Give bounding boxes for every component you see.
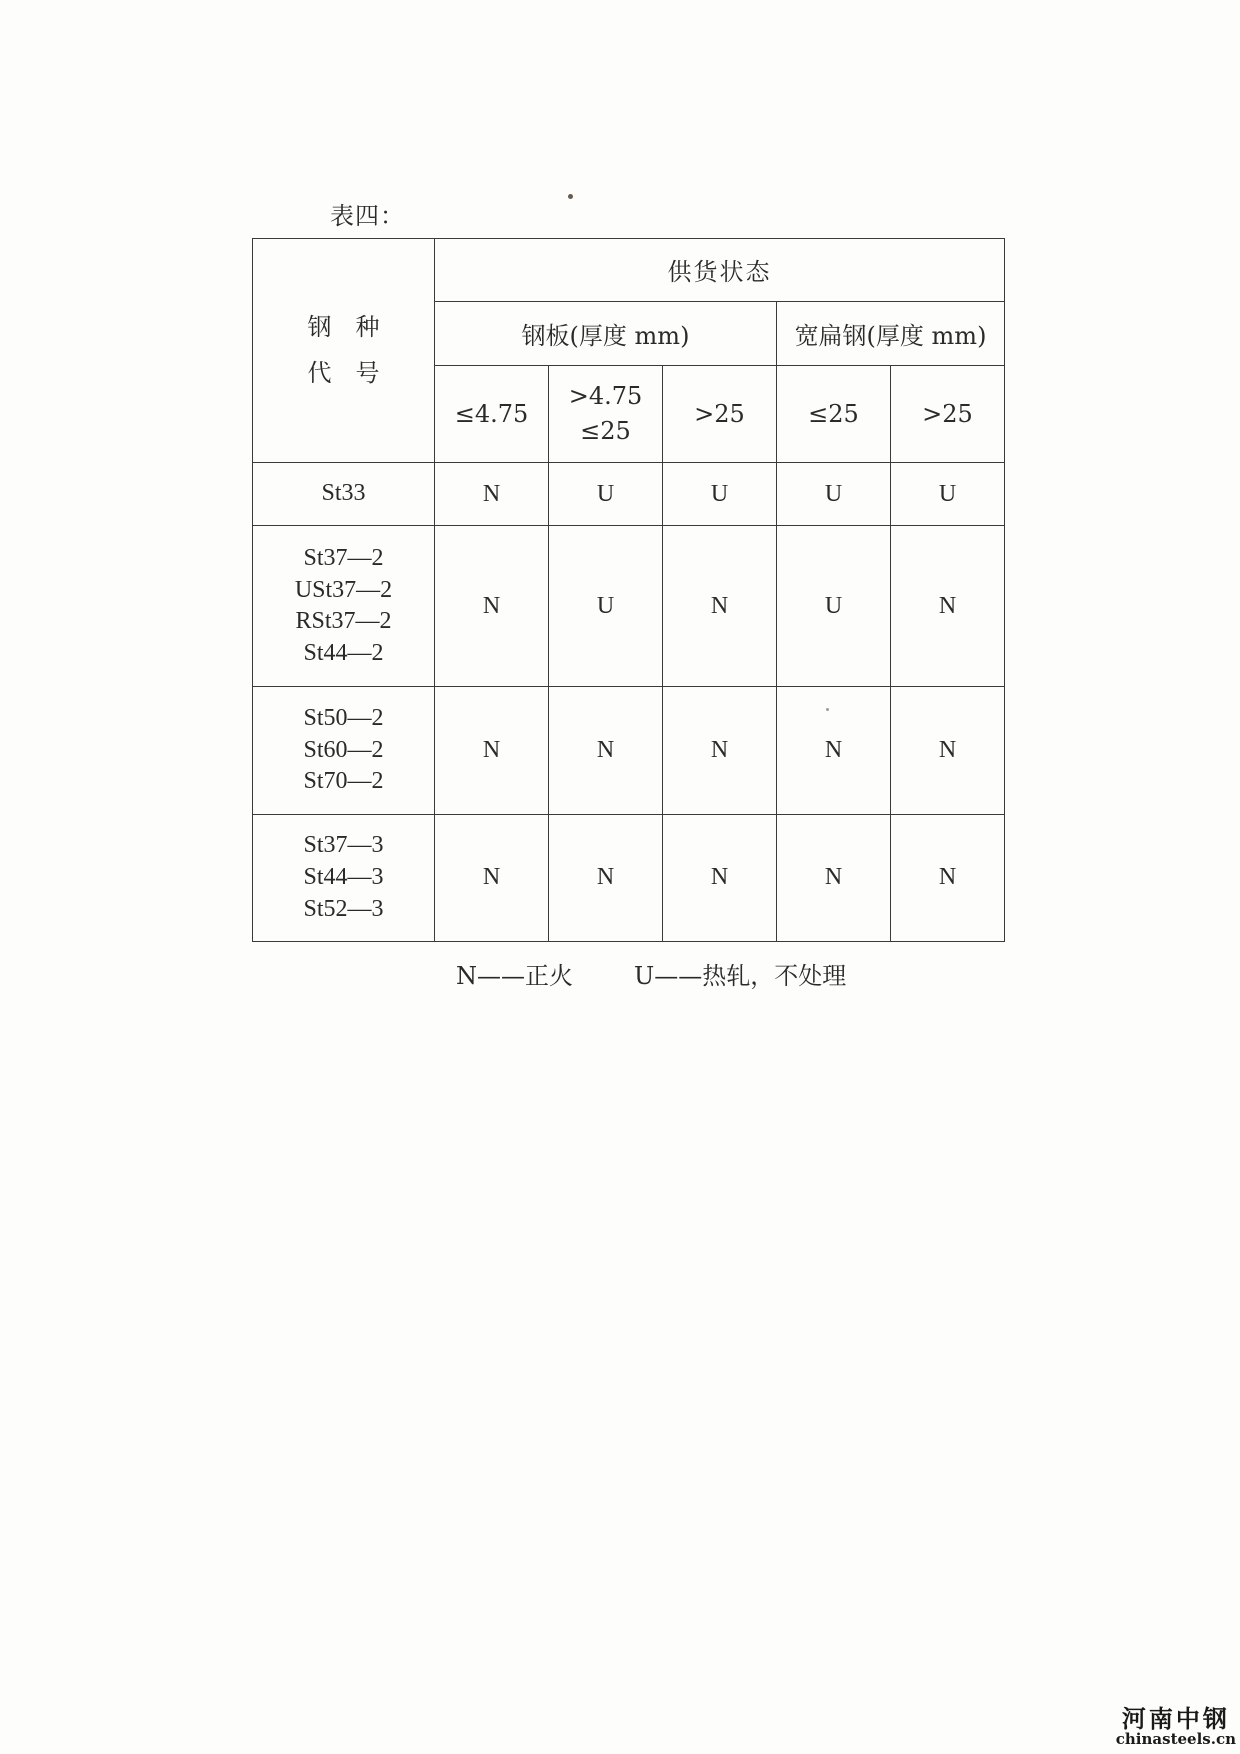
supply-condition-table [252,238,1005,942]
plate-range-3: >25 [663,366,777,463]
grade-code: St37—3 [303,832,384,859]
grade-cell [253,687,435,814]
condition-cell: N [777,814,891,941]
flat-thickness-header: 宽扁钢(厚度 mm) [777,301,1005,366]
condition-cell: N [663,814,777,941]
condition-cell: N [891,687,1005,814]
grade-code: St37—2 [303,544,384,571]
plate-thickness-header: 钢板(厚度 mm) [435,301,777,366]
condition-cell: U [549,463,663,526]
legend-footnote [456,956,846,991]
supply-condition-header: 供货状态 [435,239,1005,302]
grade-code: St50—2 [303,705,384,732]
scan-speck [568,194,573,199]
grade-cell [253,525,435,687]
condition-cell: N [891,525,1005,687]
flat-range-1: ≤25 [777,366,891,463]
grade-code: USt37—2 [294,576,393,603]
grade-header-line1: 钢 种 [307,313,380,341]
condition-cell: N [663,687,777,814]
scan-speck [826,708,829,711]
grade-cell [253,463,435,526]
plate-range-2 [549,366,663,463]
grade-header-line2: 代 号 [307,358,380,387]
grade-code: St44—3 [303,864,384,891]
grade-code: St60—2 [303,736,384,763]
condition-cell: N [435,463,549,526]
condition-cell: N [549,814,663,941]
grade-code: St44—2 [303,639,384,666]
table-caption: 表四： [330,202,405,230]
legend-n: N——正火 [456,962,573,990]
condition-cell: U [891,463,1005,526]
watermark-brand: 河南中钢 [1121,1705,1230,1734]
condition-cell: U [663,463,777,526]
condition-cell: N [777,687,891,814]
grade-cell [253,814,435,941]
grade-code: St33 [321,480,366,507]
table-row [253,687,1005,814]
flat-range-2: >25 [891,366,1005,463]
site-watermark [1116,1707,1236,1748]
table-row [253,814,1005,941]
grade-code: RSt37—2 [295,608,392,635]
condition-cell: U [549,525,663,687]
grade-code: St52—3 [303,895,384,922]
plate-range-1: ≤4.75 [435,366,549,463]
condition-cell: N [435,814,549,941]
table-row [253,463,1005,526]
plate-range-2-lower: >4.75 [568,381,643,410]
condition-cell: U [777,525,891,687]
grade-code: St70—2 [303,768,384,795]
condition-cell: N [549,687,663,814]
condition-cell: U [777,463,891,526]
grade-header-cell [253,239,435,463]
condition-cell: N [891,814,1005,941]
legend-u: U——热轧，不处理 [634,962,847,990]
condition-cell: N [435,687,549,814]
watermark-site: chinasteels.cn [1115,1730,1236,1749]
table-row [253,525,1005,687]
condition-cell: N [435,525,549,687]
condition-cell: N [663,525,777,687]
plate-range-2-upper: ≤25 [580,417,631,446]
